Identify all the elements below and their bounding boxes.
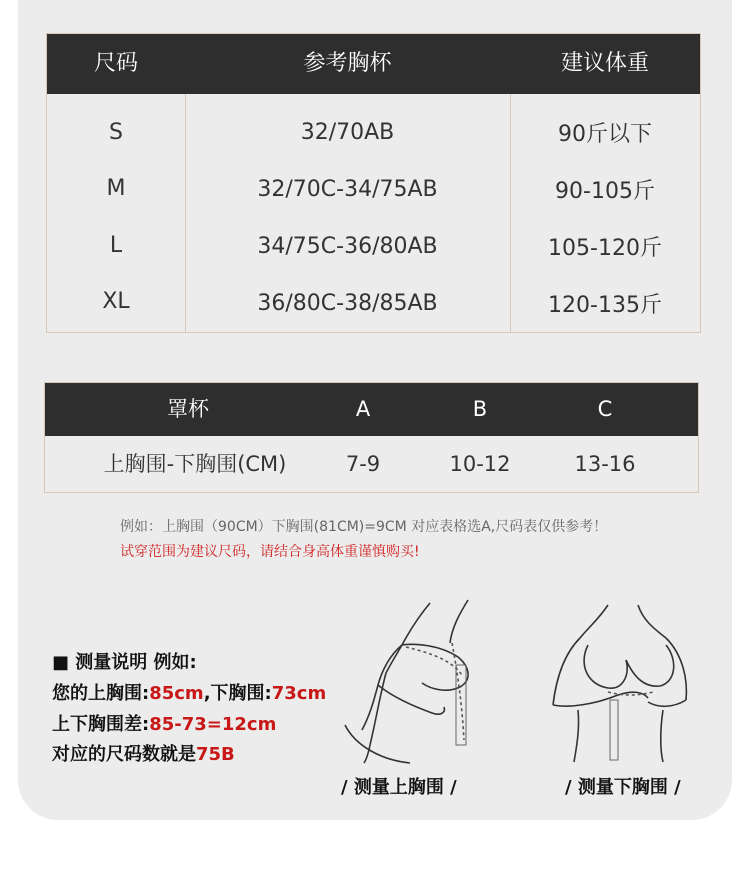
header-size: 尺码 <box>93 51 138 76</box>
upper-bust-label: 您的上胸围: <box>52 683 150 704</box>
cell-size: S <box>109 120 123 145</box>
warning-note: 试穿范围为建议尺码，请结合身高体重谨慎购买! <box>120 544 420 560</box>
lower-bust-value: 73cm <box>271 683 327 704</box>
cell-cup-c: 13-16 <box>574 452 636 476</box>
cup-table <box>44 382 699 493</box>
header-weight: 建议体重 <box>560 51 649 76</box>
measure-line-2 <box>52 710 276 736</box>
cell-size: L <box>109 233 123 258</box>
lower-bust-illustration <box>548 600 698 765</box>
size-table-header <box>47 34 700 94</box>
cell-size: XL <box>102 289 130 314</box>
row-label: 上胸围-下胸围(CM) <box>103 452 287 476</box>
header-cup-a: A <box>355 397 371 421</box>
result-label: 对应的尺码数就是 <box>52 744 196 765</box>
header-cup-c: C <box>597 397 613 421</box>
cell-cup: 34/75C-36/80AB <box>257 234 438 259</box>
measure-line-1 <box>52 679 326 705</box>
cell-cup: 32/70C-34/75AB <box>257 177 438 202</box>
cell-weight: 120-135斤 <box>548 293 662 318</box>
cell-weight: 105-120斤 <box>548 236 662 261</box>
cell-size: M <box>106 176 126 201</box>
upper-bust-illustration <box>340 595 490 765</box>
cell-weight: 90-105斤 <box>555 179 655 204</box>
header-cup-b: B <box>472 397 488 421</box>
header-cup: 参考胸杯 <box>303 51 392 76</box>
caption-lower-bust: / 测量下胸围 / <box>565 777 681 798</box>
measure-line-3 <box>52 740 235 766</box>
difference-label: 上下胸围差: <box>52 714 150 735</box>
upper-bust-value: 85cm <box>149 683 204 704</box>
cell-cup-b: 10-12 <box>449 452 511 476</box>
cell-weight: 90斤以下 <box>558 122 652 147</box>
size-table <box>46 33 701 333</box>
cell-cup-a: 7-9 <box>345 452 381 476</box>
cup-table-header <box>45 383 698 436</box>
caption-upper-bust: / 测量上胸围 / <box>341 777 457 798</box>
cell-cup: 36/80C-38/85AB <box>257 291 438 316</box>
difference-value: 85-73=12cm <box>149 714 277 735</box>
result-value: 75B <box>196 744 235 765</box>
measure-title: ■ 测量说明 例如: <box>52 652 197 673</box>
table-row <box>45 436 698 492</box>
header-cup-label: 罩杯 <box>167 397 209 421</box>
lower-bust-label: ,下胸围: <box>203 683 272 704</box>
example-note: 例如：上胸围（90CM）下胸围(81CM)=9CM 对应表格选A,尺码表仅供参考！ <box>120 519 608 535</box>
cell-cup: 32/70AB <box>300 120 395 145</box>
